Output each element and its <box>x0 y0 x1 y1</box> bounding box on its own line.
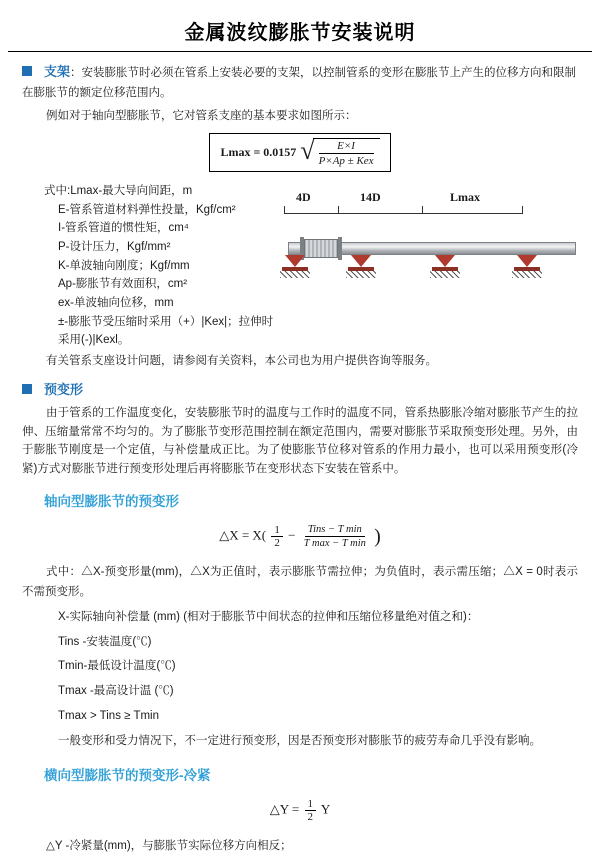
axial-note-line: Tmin-最低设计温度(℃) <box>22 657 578 677</box>
legend-item: Ap-膨胀节有效面积，cm² <box>22 275 282 294</box>
legend-item: ±-膨胀节受压缩时采用（+）|Kex|；拉伸时采用(-)|Kexl。 <box>22 313 282 350</box>
figure-dimension-labels <box>282 190 578 206</box>
equation-axial-predeform <box>22 524 578 549</box>
equation-lateral-lhs: △Y = <box>270 801 300 816</box>
support-triangle-icon <box>351 255 371 267</box>
figure-label-lmax: Lmax <box>450 190 480 205</box>
legend-item: ex-单波轴向位移，mm <box>22 294 282 313</box>
support-triangle-icon <box>517 255 537 267</box>
blue-square-icon <box>22 384 32 394</box>
legend-item: I-管系管道的惯性矩，cm⁴ <box>22 219 282 238</box>
flange <box>338 237 342 260</box>
section-heading-predeform <box>22 380 578 400</box>
figure-label-14d: 14D <box>360 190 381 205</box>
ground-hatch <box>280 271 310 278</box>
legend-item: 式中:Lmax-最大导向间距，m <box>22 182 282 201</box>
pipe-support <box>432 255 458 271</box>
figure-dimension-ticks <box>282 206 578 214</box>
ground-hatch <box>346 271 376 278</box>
section-heading-support-label: 支架 <box>44 64 70 79</box>
equation-axial-minus: − <box>288 528 295 543</box>
tick-mark <box>522 206 523 214</box>
axial-note-line: X-实际轴向补偿量 (mm) (相对于膨胀节中间状态的拉伸和压缩位移量绝对值之和)： <box>22 608 578 628</box>
ground-hatch <box>430 271 460 278</box>
support-triangle-icon <box>285 255 305 267</box>
formula-lmax-container <box>22 133 578 172</box>
equation-axial-temp-num: Tins − T min <box>305 524 365 537</box>
legend-figure-row <box>22 182 578 350</box>
predeform-paragraph: 由于管系的工作温度变化，安装膨胀节时的温度与工作时的温度不同，管系热膨胀冷缩对膨胀节产生的拉伸、压缩量常常不均匀的。为了膨胀节变形范围控制在额定范围内，需要对膨胀节采取预变形处理。另外，由于膨胀节刚度是一个定值，与补偿量成正比。为了使膨胀节位移对管系的作用力最小，也可以采用预变形(冷紧)方式对膨胀节进行预变形处理后再将膨胀节在变形状态下安装在管系中。 <box>22 404 578 479</box>
equation-lateral-half <box>305 798 317 823</box>
axial-note-line: 式中：△X-预变形量(mm)，△X为正值时，表示膨胀节需拉伸；为负值时，表示需压缩；△X = 0时表示不需预变形。 <box>22 563 578 603</box>
pipe-support <box>348 255 374 271</box>
axial-note-line: Tmax -最高设计温 (℃) <box>22 682 578 702</box>
section-support-intro: ：安装膨胀节时必须在管系上安装必要的支架，以控制管系的变形在膨胀节上产生的位移方向和限制在膨胀节的额定位移范围内。 <box>22 67 576 99</box>
formula-lmax-lead: Lmax = 0.0157 <box>220 145 296 160</box>
ground-hatch <box>512 271 542 278</box>
equation-lateral-rhs: Y <box>321 801 330 816</box>
equation-lateral-half-num: 1 <box>305 798 317 811</box>
pipe-support <box>514 255 540 271</box>
radical-sign-icon: √ <box>300 138 314 167</box>
equation-axial-temp-den: T max − T min <box>301 537 369 549</box>
equation-axial-half <box>271 524 283 549</box>
subsection-heading-axial: 轴向型膨胀节的预变形 <box>22 490 578 510</box>
section-heading-support <box>22 62 578 103</box>
formula-lmax-denominator: P×Ap ± Kex <box>319 153 374 167</box>
equation-lateral-coldspring <box>22 798 578 823</box>
document-page <box>0 16 600 753</box>
formula-lmax-numerator: E×I <box>337 140 355 152</box>
support-design-note: 有关管系支座设计问题，请参阅有关资料，本公司也为用户提供咨询等服务。 <box>22 352 578 371</box>
section-heading-predeform-label: 预变形 <box>44 382 83 397</box>
figure-pipe-assembly <box>282 216 578 292</box>
tick-span <box>338 213 422 214</box>
support-layout-figure <box>282 190 578 310</box>
formula-lmax-fraction <box>313 138 380 167</box>
axial-note-line: Tmax > Tins ≥ Tmin <box>22 707 578 727</box>
page-title: 金属波纹膨胀节安装说明 <box>0 16 600 45</box>
legend-item: K-单波轴向刚度；Kgf/mm <box>22 257 282 276</box>
bellows-expansion-joint <box>304 239 338 258</box>
equation-axial-rhs: ) <box>374 526 381 548</box>
axial-note-line: Tins -安装温度(℃) <box>22 633 578 653</box>
tick-span <box>422 213 522 214</box>
support-triangle-icon <box>435 255 455 267</box>
equation-axial-half-num: 1 <box>271 524 283 537</box>
title-divider <box>8 51 592 52</box>
support-example-paragraph: 例如对于轴向型膨胀节，它对管系支座的基本要求如图所示： <box>22 107 578 126</box>
equation-axial-temp-fraction <box>301 524 369 549</box>
lateral-note-line: △Y -冷紧量(mm)，与膨胀节实际位移方向相反； <box>22 837 578 856</box>
axial-note-line: 一般变形和受力情况下，不一定进行预变形，因是否预变形对膨胀节的疲劳寿命几乎没有影响。 <box>22 732 578 752</box>
blue-square-icon <box>22 66 32 76</box>
equation-lateral-half-den: 2 <box>305 811 317 823</box>
legend-item: P-设计压力，Kgf/mm² <box>22 238 282 257</box>
legend-item: E-管系管道材料弹性投量，Kgf/cm² <box>22 201 282 220</box>
pipe-support <box>282 255 308 271</box>
equation-axial-lhs: △X = X( <box>219 528 266 543</box>
figure-label-4d: 4D <box>296 190 311 205</box>
formula-lmax <box>209 133 390 172</box>
legend-list <box>22 182 282 350</box>
tick-span <box>284 213 338 214</box>
subsection-heading-lateral: 横向型膨胀节的预变形-冷紧 <box>22 764 578 784</box>
formula-lmax-radical <box>300 138 379 167</box>
equation-axial-half-den: 2 <box>271 537 283 549</box>
